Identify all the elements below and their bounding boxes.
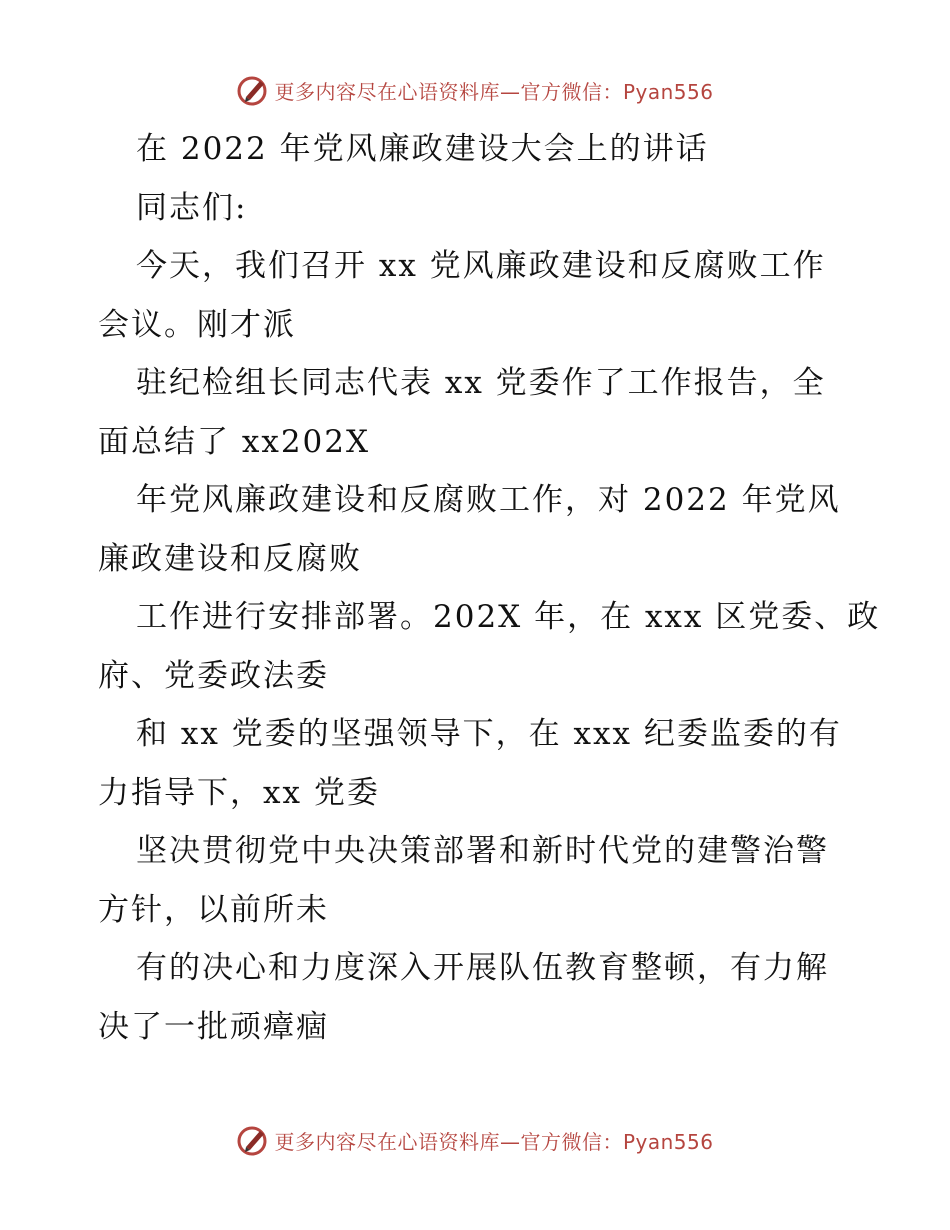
footer-banner-text: 更多内容尽在心语资料库—官方微信：Pyan556 [274, 1129, 714, 1154]
document-body [98, 120, 881, 1056]
text-line: 年党风廉政建设和反腐败工作，对 2022 年党风 [136, 482, 841, 518]
header-banner [0, 70, 950, 110]
text-line: 方针，以前所未 [98, 891, 329, 928]
text-line: 廉政建设和反腐败 [98, 540, 362, 577]
text-line: 力指导下，xx 党委 [98, 774, 380, 811]
text-line: 驻纪检组长同志代表 xx 党委作了工作报告，全 [136, 365, 826, 401]
text-line: 有的决心和力度深入开展队伍教育整顿，有力解 [136, 950, 829, 986]
pen-logo-icon [236, 73, 270, 107]
text-line: 面总结了 xx202X [98, 423, 371, 460]
text-line: 今天，我们召开 xx 党风廉政建设和反腐败工作 [136, 248, 826, 284]
text-line: 工作进行安排部署。202X 年，在 xxx 区党委、政 [136, 599, 881, 635]
footer-banner [0, 1120, 950, 1160]
salutation: 同志们: [136, 189, 248, 226]
pen-logo-icon [236, 1123, 270, 1157]
text-line: 府、党委政法委 [98, 657, 329, 694]
text-line: 和 xx 党委的坚强领导下，在 xxx 纪委监委的有 [136, 716, 842, 752]
header-banner-text: 更多内容尽在心语资料库—官方微信：Pyan556 [274, 79, 714, 104]
text-line: 会议。刚才派 [98, 306, 296, 343]
text-line: 坚决贯彻党中央决策部署和新时代党的建警治警 [136, 833, 829, 869]
document-title: 在 2022 年党风廉政建设大会上的讲话 [136, 131, 709, 167]
text-line: 决了一批顽瘴痼 [98, 1008, 329, 1045]
